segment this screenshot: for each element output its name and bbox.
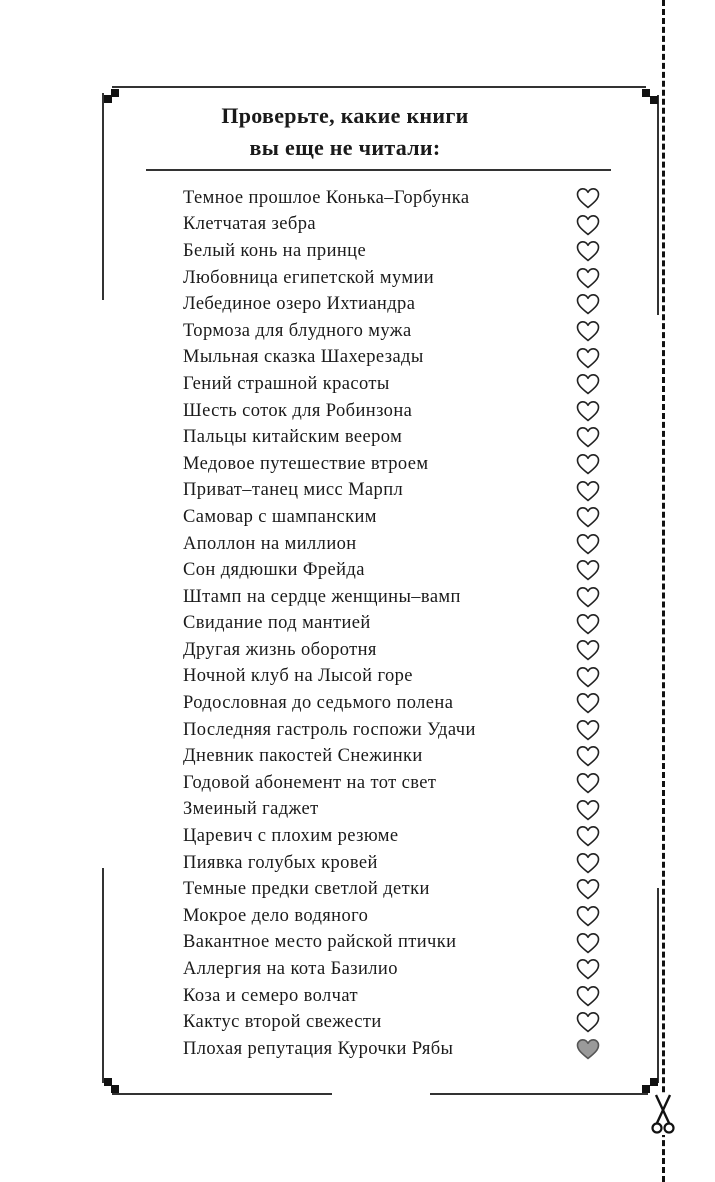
heart-icon[interactable] (576, 293, 600, 315)
list-item (183, 770, 613, 797)
page-title-line-2: вы еще не читали: (249, 135, 441, 160)
list-item (183, 424, 613, 451)
list-item (183, 291, 613, 318)
list-item (183, 664, 613, 691)
book-title: Свидание под мантией (183, 613, 371, 634)
book-title: Любовница египетской мумии (183, 267, 435, 288)
heart-icon[interactable] (576, 426, 600, 448)
heart-icon[interactable] (576, 320, 600, 342)
book-title: Коза и семеро волчат (183, 985, 358, 1006)
frame-right-bottom-line (657, 888, 659, 1083)
list-item (183, 398, 613, 425)
list-item (183, 903, 613, 930)
book-title: Темное прошлое Конька–Горбунка (183, 187, 470, 208)
heart-icon[interactable] (576, 586, 600, 608)
list-item (183, 451, 613, 478)
heart-icon[interactable] (576, 852, 600, 874)
scissors-icon (651, 1093, 675, 1135)
frame-left-top-line (102, 93, 104, 300)
book-title: Белый конь на принце (183, 240, 367, 261)
frame-corner-top-right-inner (650, 96, 658, 104)
heart-icon[interactable] (576, 772, 600, 794)
book-title: Мыльная сказка Шахерезады (183, 347, 424, 368)
book-title: Штамп на сердце женщины–вамп (183, 586, 461, 607)
list-item (183, 557, 613, 584)
heart-icon[interactable] (576, 799, 600, 821)
cut-line (662, 0, 665, 1182)
list-item (183, 930, 613, 957)
book-title: Ночной клуб на Лысой горе (183, 666, 413, 687)
book-title: Другая жизнь оборотня (183, 639, 377, 660)
frame-corner-top-left-inner (104, 95, 112, 103)
list-item (183, 850, 613, 877)
heart-icon[interactable] (576, 187, 600, 209)
book-title: Аллергия на кота Базилио (183, 959, 398, 980)
book-title: Годовой абонемент на тот свет (183, 772, 437, 793)
heart-icon[interactable] (576, 1038, 600, 1060)
list-item (183, 371, 613, 398)
heart-icon[interactable] (576, 745, 600, 767)
heart-icon[interactable] (576, 400, 600, 422)
heart-icon[interactable] (576, 373, 600, 395)
heart-icon[interactable] (576, 347, 600, 369)
book-title: Плохая репутация Курочки Рябы (183, 1038, 454, 1059)
frame-right-top-line (657, 95, 659, 315)
list-item (183, 212, 613, 239)
list-item (183, 611, 613, 638)
list-item (183, 823, 613, 850)
list-item (183, 265, 613, 292)
book-title: Пальцы китайским веером (183, 427, 403, 448)
frame-top-line (112, 86, 646, 88)
heart-icon[interactable] (576, 613, 600, 635)
heart-icon[interactable] (576, 533, 600, 555)
book-title: Родословная до седьмого полена (183, 693, 454, 714)
book-title: Царевич с плохим резюме (183, 826, 399, 847)
page-title-line-1: Проверьте, какие книги (221, 103, 469, 128)
book-title: Мокрое дело водяного (183, 905, 369, 926)
book-title: Сон дядюшки Фрейда (183, 560, 365, 581)
book-title: Темные предки светлой детки (183, 879, 430, 900)
heart-icon[interactable] (576, 932, 600, 954)
book-title: Вакантное место райской птички (183, 932, 457, 953)
heart-icon[interactable] (576, 666, 600, 688)
book-checklist (183, 185, 613, 1063)
frame-corner-top-right (642, 89, 650, 97)
list-item (183, 1009, 613, 1036)
frame-corner-bottom-right (642, 1085, 650, 1093)
list-item (183, 478, 613, 505)
frame-corner-top-left (111, 89, 119, 97)
heart-icon[interactable] (576, 506, 600, 528)
frame-bottom-right-line (430, 1093, 648, 1095)
list-item (183, 584, 613, 611)
book-title: Гений страшной красоты (183, 373, 390, 394)
heart-icon[interactable] (576, 480, 600, 502)
list-item (183, 743, 613, 770)
list-item (183, 318, 613, 345)
frame-bottom-left-line (112, 1093, 332, 1095)
list-item (183, 345, 613, 372)
heart-icon[interactable] (576, 958, 600, 980)
heart-icon[interactable] (576, 692, 600, 714)
heart-icon[interactable] (576, 453, 600, 475)
book-title: Кактус второй свежести (183, 1012, 382, 1033)
list-item (183, 185, 613, 212)
heart-icon[interactable] (576, 985, 600, 1007)
heart-icon[interactable] (576, 1011, 600, 1033)
list-item (183, 717, 613, 744)
book-title: Дневник пакостей Снежинки (183, 746, 423, 767)
heart-icon[interactable] (576, 240, 600, 262)
heart-icon[interactable] (576, 719, 600, 741)
heart-icon[interactable] (576, 639, 600, 661)
book-title: Аполлон на миллион (183, 533, 357, 554)
list-item (183, 690, 613, 717)
list-item (183, 531, 613, 558)
list-item (183, 1036, 613, 1063)
heart-icon[interactable] (576, 878, 600, 900)
heart-icon[interactable] (576, 267, 600, 289)
list-item (183, 876, 613, 903)
book-title: Последняя гастроль госпожи Удачи (183, 719, 476, 740)
book-title: Змеиный гаджет (183, 799, 319, 820)
book-title: Медовое путешествие втроем (183, 453, 429, 474)
list-item (183, 504, 613, 531)
frame-corner-bottom-right-inner (650, 1078, 658, 1086)
heart-icon[interactable] (576, 214, 600, 236)
heart-icon[interactable] (576, 825, 600, 847)
book-title: Самовар с шампанским (183, 506, 377, 527)
heart-icon[interactable] (576, 905, 600, 927)
list-item (183, 637, 613, 664)
list-item (183, 797, 613, 824)
list-item (183, 956, 613, 983)
title-divider (146, 169, 611, 171)
frame-corner-bottom-left (111, 1085, 119, 1093)
list-item (183, 983, 613, 1010)
book-title: Приват–танец мисс Марпл (183, 480, 404, 501)
book-title: Шесть соток для Робинзона (183, 400, 413, 421)
book-title: Лебединое озеро Ихтиандра (183, 294, 416, 315)
book-title: Пиявка голубых кровей (183, 852, 378, 873)
book-title: Тормоза для блудного мужа (183, 320, 412, 341)
book-title: Клетчатая зебра (183, 214, 316, 235)
list-item (183, 238, 613, 265)
heart-icon[interactable] (576, 559, 600, 581)
frame-left-bottom-line (102, 868, 104, 1083)
page-title (180, 100, 510, 164)
